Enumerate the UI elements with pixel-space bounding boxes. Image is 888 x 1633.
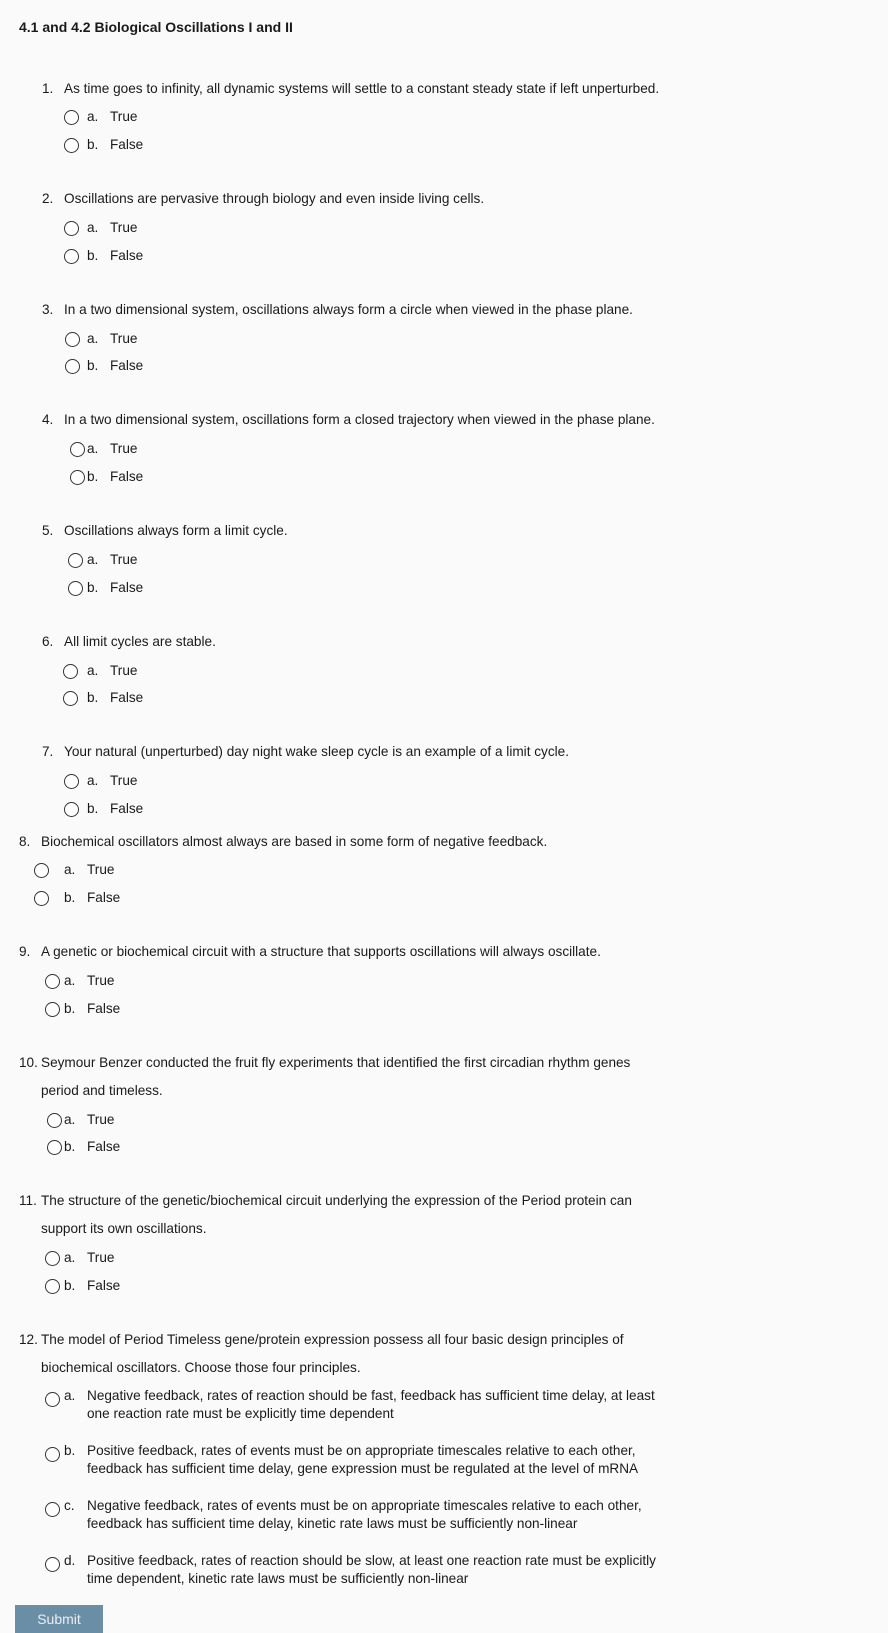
option-letter: a.	[87, 109, 99, 124]
radio-button[interactable]	[45, 1392, 60, 1407]
option-text: True	[87, 862, 115, 877]
question-number: 2.	[42, 191, 54, 206]
option-text: False	[110, 358, 144, 373]
option-text: False	[110, 469, 144, 484]
question-number: 9.	[19, 944, 31, 959]
question-text: In a two dimensional system, oscillations always form a circle when viewed in the phase plane.	[64, 302, 633, 317]
option-text: False	[110, 801, 144, 816]
question-text: The model of Period Timeless gene/protein expression possess all four basic design principles of	[41, 1332, 624, 1347]
question-number: 8.	[19, 834, 31, 849]
option-text: True	[110, 552, 138, 567]
option-letter: b.	[87, 137, 99, 152]
option-letter: b.	[87, 690, 99, 705]
option-letter: a.	[64, 862, 76, 877]
option-text: Positive feedback, rates of reaction should be slow, at least one reaction rate must be explicitly time dependent, kinetic rate laws must be sufficiently non-linear	[87, 1553, 656, 1586]
radio-button[interactable]	[45, 1502, 60, 1517]
question-text: Oscillations are pervasive through biology and even inside living cells.	[64, 191, 485, 206]
radio-button[interactable]	[47, 1113, 62, 1128]
option-text: False	[110, 248, 144, 263]
option-text: Negative feedback, rates of events must be on appropriate timescales relative to each other, feedback has sufficient time delay, kinetic rate laws must be sufficiently non-linear	[87, 1498, 642, 1531]
option-text: False	[110, 580, 144, 595]
option-letter: b.	[87, 580, 99, 595]
radio-button[interactable]	[64, 802, 79, 817]
radio-button[interactable]	[64, 110, 79, 125]
radio-button[interactable]	[63, 664, 78, 679]
option-letter: b.	[87, 248, 99, 263]
option-text: False	[87, 890, 121, 905]
radio-button[interactable]	[45, 1002, 60, 1017]
radio-button[interactable]	[65, 359, 80, 374]
radio-button[interactable]	[64, 249, 79, 264]
option-letter: b.	[64, 890, 76, 905]
question-text-continued: biochemical oscillators. Choose those four principles.	[41, 1360, 361, 1375]
option-letter: a.	[87, 441, 99, 456]
question-number: 11.	[19, 1193, 37, 1208]
radio-button[interactable]	[64, 138, 79, 153]
option-text: True	[110, 441, 138, 456]
option-text: False	[110, 690, 144, 705]
option-letter: a.	[64, 1250, 76, 1265]
option-letter: b.	[64, 1278, 76, 1293]
question-text: In a two dimensional system, oscillations form a closed trajectory when viewed in the phase plane.	[64, 412, 655, 427]
option-letter: a.	[64, 1388, 76, 1403]
option-text: True	[110, 109, 138, 124]
option-letter: b.	[87, 801, 99, 816]
radio-button[interactable]	[70, 442, 85, 457]
option-text: True	[110, 663, 138, 678]
page-title: 4.1 and 4.2 Biological Oscillations I and II	[19, 19, 293, 35]
question-text-continued: period and timeless.	[41, 1083, 163, 1098]
radio-button[interactable]	[34, 863, 49, 878]
question-text: A genetic or biochemical circuit with a structure that supports oscillations will always oscillate.	[41, 944, 601, 959]
option-text: Negative feedback, rates of reaction should be fast, feedback has sufficient time delay, at least one reaction rate must be explicitly time dependent	[87, 1388, 655, 1421]
option-letter: b.	[87, 469, 99, 484]
option-letter: a.	[87, 331, 99, 346]
option-letter: a.	[64, 973, 76, 988]
option-letter: a.	[87, 552, 99, 567]
radio-button[interactable]	[68, 581, 83, 596]
radio-button[interactable]	[45, 1557, 60, 1572]
question-number: 6.	[42, 634, 54, 649]
option-text: True	[87, 1112, 115, 1127]
option-letter: a.	[87, 663, 99, 678]
option-text: False	[110, 137, 144, 152]
radio-button[interactable]	[45, 1279, 60, 1294]
option-letter: c.	[64, 1498, 75, 1513]
submit-button[interactable]: Submit	[15, 1605, 103, 1633]
radio-button[interactable]	[45, 1447, 60, 1462]
radio-button[interactable]	[45, 1251, 60, 1266]
question-text: Oscillations always form a limit cycle.	[64, 523, 288, 538]
option-text: False	[87, 1139, 121, 1154]
option-text: False	[87, 1001, 121, 1016]
option-letter: a.	[87, 220, 99, 235]
question-number: 5.	[42, 523, 54, 538]
question-text: Seymour Benzer conducted the fruit fly experiments that identified the first circadian rhythm genes	[41, 1055, 631, 1070]
radio-button[interactable]	[34, 891, 49, 906]
question-text-continued: support its own oscillations.	[41, 1221, 207, 1236]
option-text: True	[87, 1250, 115, 1265]
question-number: 12.	[19, 1332, 38, 1347]
question-text: Your natural (unperturbed) day night wake sleep cycle is an example of a limit cycle.	[64, 744, 569, 759]
radio-button[interactable]	[47, 1140, 62, 1155]
radio-button[interactable]	[45, 974, 60, 989]
option-text: True	[110, 773, 138, 788]
radio-button[interactable]	[70, 470, 85, 485]
option-letter: b.	[64, 1139, 76, 1154]
radio-button[interactable]	[65, 332, 80, 347]
option-letter: b.	[64, 1443, 76, 1458]
option-text: False	[87, 1278, 121, 1293]
option-text: True	[87, 973, 115, 988]
question-number: 3.	[42, 302, 54, 317]
radio-button[interactable]	[64, 221, 79, 236]
option-letter: d.	[64, 1553, 76, 1568]
question-text: The structure of the genetic/biochemical circuit underlying the expression of the Period protein can	[41, 1193, 632, 1208]
option-text: True	[110, 220, 138, 235]
question-text: As time goes to infinity, all dynamic systems will settle to a constant steady state if left unperturbed.	[64, 81, 660, 96]
question-text: Biochemical oscillators almost always are based in some form of negative feedback.	[41, 834, 548, 849]
option-text: True	[110, 331, 138, 346]
question-number: 10.	[19, 1055, 38, 1070]
option-letter: a.	[87, 773, 99, 788]
question-number: 4.	[42, 412, 54, 427]
question-number: 1.	[42, 81, 54, 96]
question-number: 7.	[42, 744, 54, 759]
radio-button[interactable]	[63, 691, 78, 706]
option-letter: a.	[64, 1112, 76, 1127]
option-text: Positive feedback, rates of events must be on appropriate timescales relative to each other, feedback has sufficient time delay, gene expression must be regulated at the level of mRNA	[87, 1443, 639, 1476]
option-letter: b.	[64, 1001, 76, 1016]
radio-button[interactable]	[68, 553, 83, 568]
option-letter: b.	[87, 358, 99, 373]
question-text: All limit cycles are stable.	[64, 634, 216, 649]
radio-button[interactable]	[64, 774, 79, 789]
